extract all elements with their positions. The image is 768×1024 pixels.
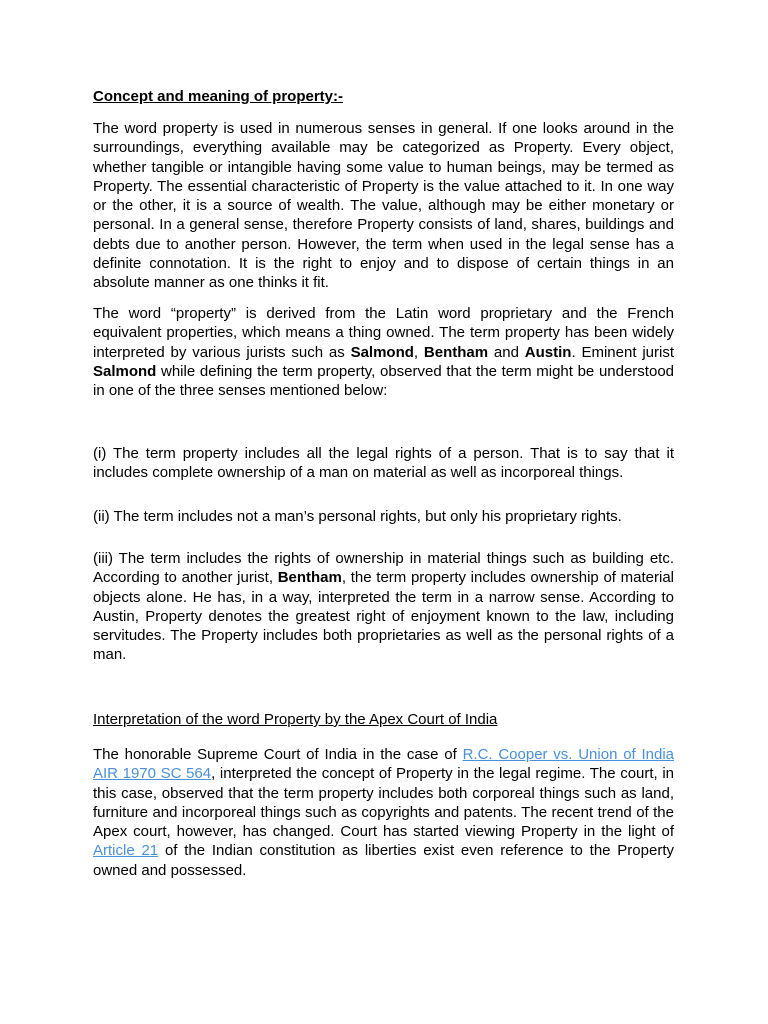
rc-cooper-case-link[interactable]: R.C. Cooper vs. Union of India AIR 1970 SC 564 bbox=[93, 746, 674, 783]
item3-text-2: , the term property includes ownership of material objects alone. He has, in a way, interpreted the term in a narrow sense. According to Austin, Property denotes the greatest right of enjoyment known to the law, including servitudes. The Property includes both proprietaries as well as the personal rights of a man. bbox=[93, 569, 675, 664]
paragraph-etymology bbox=[93, 304, 674, 400]
article-21-link[interactable]: Article 21 bbox=[93, 842, 159, 860]
heading-concept-meaning: Concept and meaning of property:- bbox=[93, 88, 344, 105]
heading-apex-court: Interpretation of the word Property by the Apex Court of India bbox=[93, 711, 498, 728]
list-item-1: (i) The term property includes all the legal rights of a person. That is to say that it includes complete ownership of a man on material as well as incorporeal things. bbox=[93, 445, 674, 482]
item3-text-1: (iii) The term includes the rights of ownership in material things such as building etc. According to another jurist, bbox=[93, 550, 674, 587]
jurist-austin: Austin bbox=[524, 343, 572, 361]
jurist-bentham-2: Bentham bbox=[277, 569, 342, 587]
para3-text-3: of the Indian constitution as liberties exist even reference to the Property owned and possessed. bbox=[93, 842, 674, 879]
jurist-bentham: Bentham bbox=[423, 343, 489, 361]
para2-text-2: . Eminent jurist bbox=[571, 343, 674, 361]
jurist-salmond: Salmond bbox=[350, 343, 414, 361]
paragraph-supreme-court bbox=[93, 745, 674, 880]
para3-text-1: The honorable Supreme Court of India in the case of bbox=[93, 746, 463, 763]
list-item-2: (ii) The term includes not a man’s personal rights, but only his proprietary rights. bbox=[93, 508, 622, 525]
para2-text-1: The word “property” is derived from the Latin word proprietary and the French equivalent properties, which means a thing owned. The term property has been widely interpreted by various jurists such as bbox=[93, 305, 674, 361]
para2-comma: , bbox=[413, 343, 424, 361]
list-item-3 bbox=[93, 549, 674, 665]
para2-and: and bbox=[488, 343, 525, 361]
paragraph-property-senses: The word property is used in numerous senses in general. If one looks around in the surroundings, everything available may be categorized as Property. Every object, whether tangible or intangible having some value to human beings, may be termed as Property. The essential characteristic of Property is the value attached to it. In one way or the other, it is a source of wealth. The value, although may be either monetary or personal. In a general sense, therefore Property consists of land, shares, buildings and debts due to another person. However, the term when used in the legal sense has a definite connotation. It is the right to enjoy and to dispose of certain things in an absolute manner as one thinks it fit. bbox=[93, 120, 674, 292]
para2-text-3: while defining the term property, observed that the term might be understood in one of the three senses mentioned below: bbox=[93, 362, 674, 400]
para3-text-2: , interpreted the concept of Property in the legal regime. The court, in this case, observed that the term property includes both corporeal things such as land, furniture and incorporeal things such as copyrights and patents. The recent trend of the Apex court, however, has changed. Court has started viewing Property in the light of bbox=[93, 765, 674, 841]
jurist-salmond-2: Salmond bbox=[93, 362, 157, 380]
